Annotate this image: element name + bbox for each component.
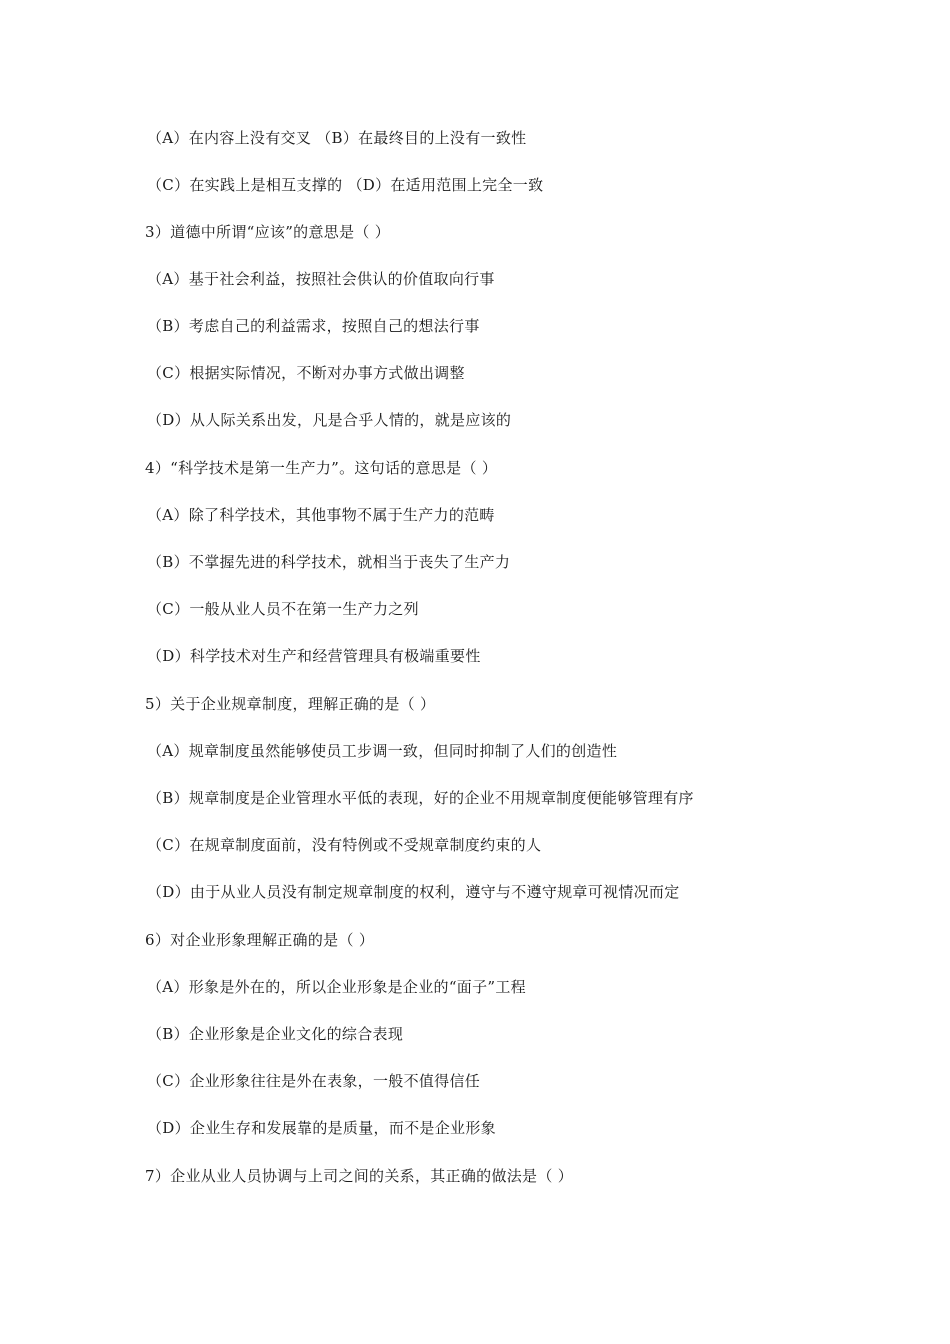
option-3c: （C）根据实际情况，不断对办事方式做出调整 — [147, 364, 465, 382]
option-line-q2-ab: （A）在内容上没有交叉 （B）在最终目的上没有一致性 — [147, 129, 527, 147]
option-6a: （A）形象是外在的，所以企业形象是企业的“面子”工程 — [147, 978, 526, 996]
option-5a: （A）规章制度虽然能够使员工步调一致，但同时抑制了人们的创造性 — [147, 742, 618, 760]
option-line-q2-cd: （C）在实践上是相互支撑的 （D）在适用范围上完全一致 — [147, 176, 544, 194]
option-4d: （D）科学技术对生产和经营管理具有极端重要性 — [147, 647, 481, 665]
question-5: 5）关于企业规章制度，理解正确的是（ ） — [145, 695, 436, 713]
option-3a: （A）基于社会利益，按照社会供认的价值取向行事 — [147, 270, 495, 288]
option-3b: （B）考虑自己的利益需求，按照自己的想法行事 — [147, 317, 480, 335]
option-4a: （A）除了科学技术，其他事物不属于生产力的范畴 — [147, 506, 495, 524]
option-5d: （D）由于从业人员没有制定规章制度的权利，遵守与不遵守规章可视情况而定 — [147, 883, 680, 901]
option-5b: （B）规章制度是企业管理水平低的表现，好的企业不用规章制度便能够管理有序 — [147, 789, 694, 807]
option-6c: （C）企业形象往往是外在表象，一般不值得信任 — [147, 1072, 481, 1090]
option-4c: （C）一般从业人员不在第一生产力之列 — [147, 600, 419, 618]
option-5c: （C）在规章制度面前，没有特例或不受规章制度约束的人 — [147, 836, 542, 854]
option-3d: （D）从人际关系出发，凡是合乎人情的，就是应该的 — [147, 411, 512, 429]
question-7: 7）企业从业人员协调与上司之间的关系，其正确的做法是（ ） — [145, 1167, 574, 1185]
option-4b: （B）不掌握先进的科学技术，就相当于丧失了生产力 — [147, 553, 511, 571]
question-4: 4）“科学技术是第一生产力”。这句话的意思是（ ） — [145, 459, 498, 477]
question-6: 6）对企业形象理解正确的是（ ） — [145, 931, 375, 949]
question-3: 3）道德中所谓“应该”的意思是（ ） — [145, 223, 391, 241]
option-6b: （B）企业形象是企业文化的综合表现 — [147, 1025, 404, 1043]
option-6d: （D）企业生存和发展靠的是质量，而不是企业形象 — [147, 1119, 496, 1137]
